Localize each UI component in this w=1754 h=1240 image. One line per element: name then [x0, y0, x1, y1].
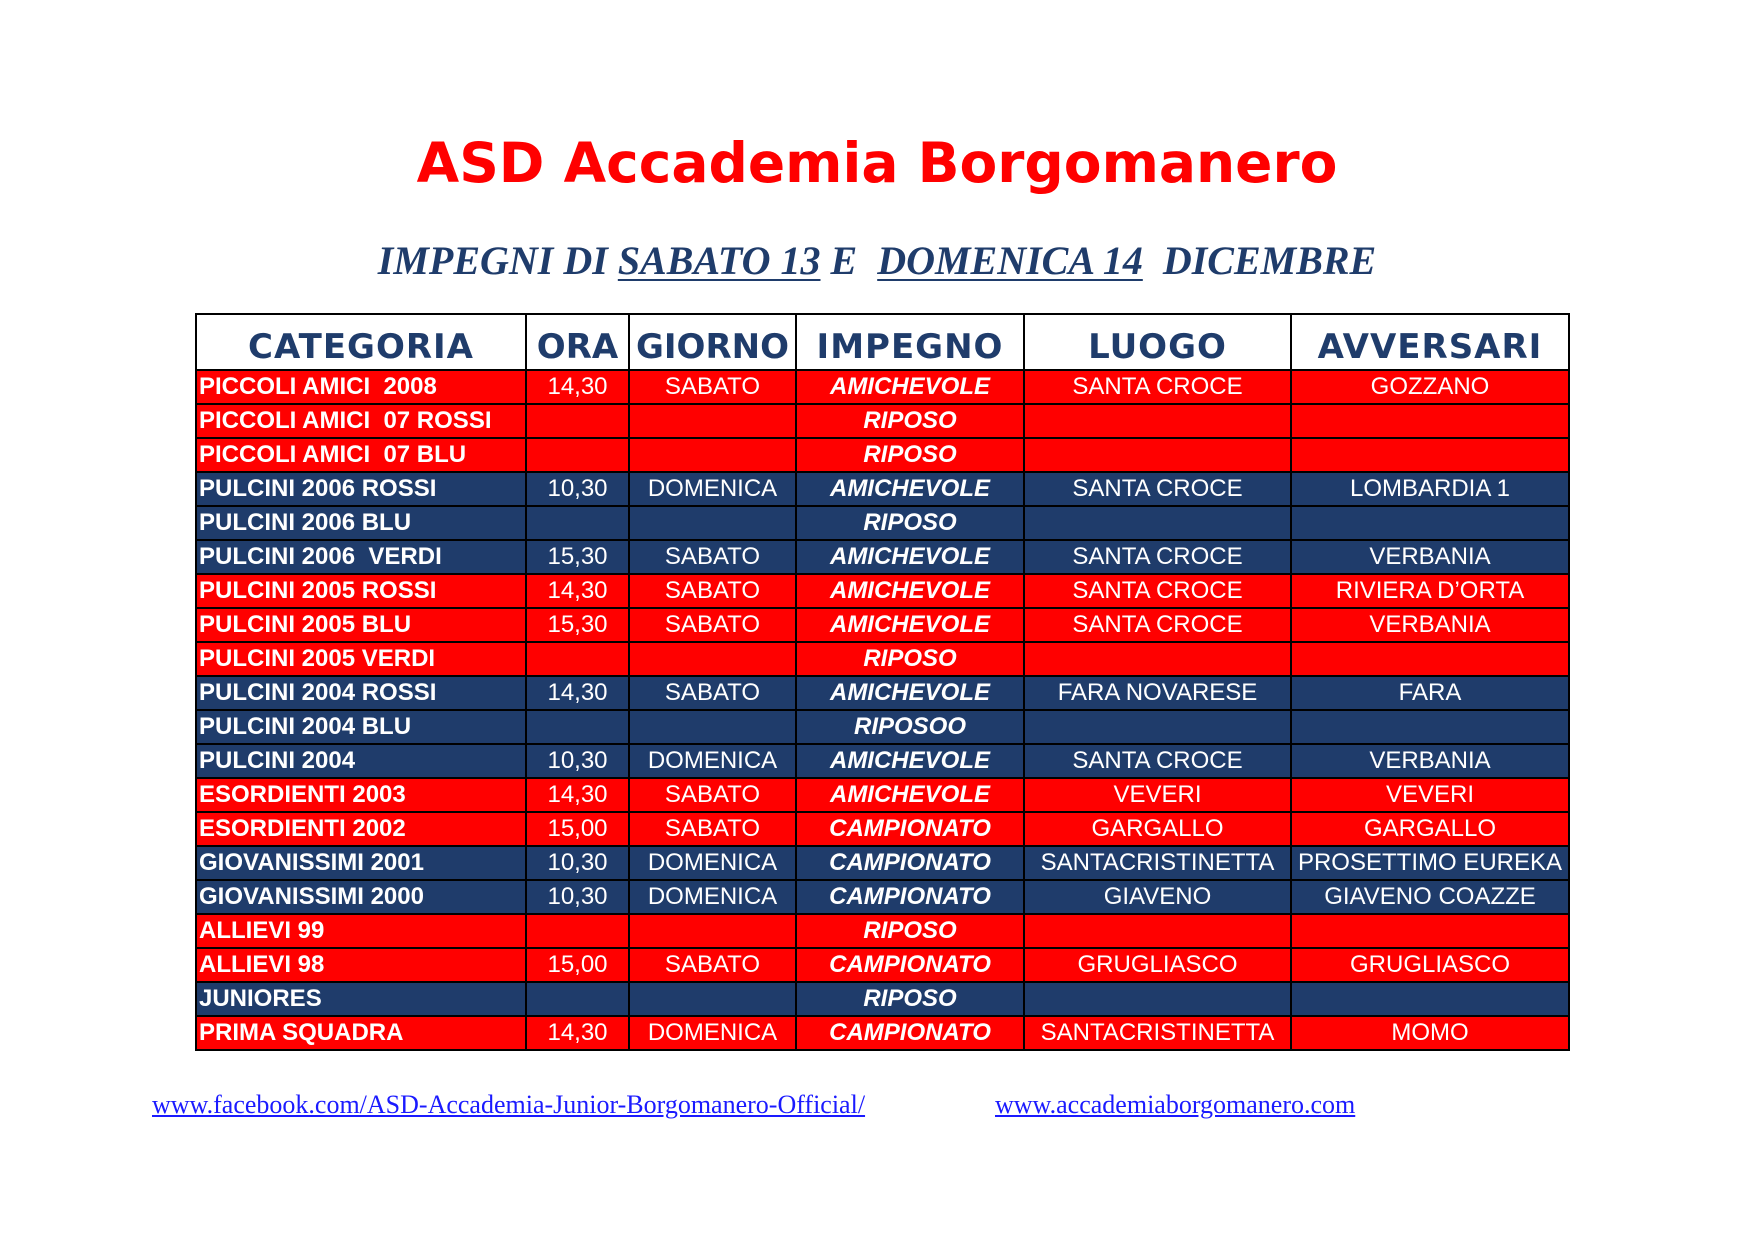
table-row [196, 880, 1569, 914]
column-header-impegno: IMPEGNO [796, 314, 1024, 370]
cell-giorno: SABATO [629, 608, 796, 642]
cell-categoria: PICCOLI AMICI 2008 [196, 370, 526, 404]
cell-categoria: GIOVANISSIMI 2000 [196, 880, 526, 914]
cell-luogo: SANTA CROCE [1024, 608, 1291, 642]
cell-avversari: RIVIERA D’ORTA [1291, 574, 1569, 608]
cell-avversari [1291, 914, 1569, 948]
cell-ora: 10,30 [526, 846, 629, 880]
cell-giorno: DOMENICA [629, 472, 796, 506]
table-row [196, 778, 1569, 812]
cell-giorno [629, 710, 796, 744]
cell-luogo [1024, 914, 1291, 948]
cell-giorno [629, 506, 796, 540]
cell-luogo: SANTA CROCE [1024, 540, 1291, 574]
cell-avversari [1291, 404, 1569, 438]
cell-avversari: VEVERI [1291, 778, 1569, 812]
table-row [196, 438, 1569, 472]
cell-avversari: FARA [1291, 676, 1569, 710]
cell-avversari [1291, 982, 1569, 1016]
cell-luogo: FARA NOVARESE [1024, 676, 1291, 710]
column-header-avversari: AVVERSARI [1291, 314, 1569, 370]
cell-impegno: AMICHEVOLE [796, 540, 1024, 574]
subtitle-prefix: IMPEGNI DI [377, 238, 618, 283]
subtitle-day2: DOMENICA 14 [877, 238, 1143, 283]
cell-luogo [1024, 642, 1291, 676]
cell-ora: 14,30 [526, 370, 629, 404]
cell-categoria: PULCINI 2006 VERDI [196, 540, 526, 574]
facebook-link[interactable]: www.facebook.com/ASD-Accademia-Junior-Borgomanero-Official/ [152, 1090, 866, 1119]
cell-impegno: RIPOSO [796, 914, 1024, 948]
cell-impegno: AMICHEVOLE [796, 370, 1024, 404]
cell-giorno [629, 982, 796, 1016]
table-row [196, 846, 1569, 880]
cell-giorno: DOMENICA [629, 846, 796, 880]
cell-ora: 14,30 [526, 574, 629, 608]
cell-luogo [1024, 438, 1291, 472]
cell-ora: 10,30 [526, 880, 629, 914]
cell-ora: 14,30 [526, 778, 629, 812]
cell-impegno: AMICHEVOLE [796, 676, 1024, 710]
subtitle-day1: SABATO 13 [617, 238, 821, 283]
table-row [196, 812, 1569, 846]
cell-giorno [629, 642, 796, 676]
cell-categoria: PRIMA SQUADRA [196, 1016, 526, 1050]
cell-impegno: RIPOSO [796, 506, 1024, 540]
table-row [196, 540, 1569, 574]
column-header-giorno: GIORNO [629, 314, 796, 370]
cell-impegno: AMICHEVOLE [796, 778, 1024, 812]
cell-avversari [1291, 710, 1569, 744]
page-subtitle [0, 236, 1754, 286]
table-row [196, 642, 1569, 676]
cell-ora: 14,30 [526, 676, 629, 710]
cell-categoria: ESORDIENTI 2003 [196, 778, 526, 812]
cell-categoria: PULCINI 2006 ROSSI [196, 472, 526, 506]
cell-luogo: GIAVENO [1024, 880, 1291, 914]
cell-categoria: PULCINI 2004 BLU [196, 710, 526, 744]
cell-luogo [1024, 404, 1291, 438]
column-header-categoria: CATEGORIA [196, 314, 526, 370]
cell-giorno: SABATO [629, 812, 796, 846]
cell-categoria: PULCINI 2004 ROSSI [196, 676, 526, 710]
table-row [196, 506, 1569, 540]
cell-avversari [1291, 506, 1569, 540]
cell-impegno: RIPOSO [796, 982, 1024, 1016]
cell-giorno: DOMENICA [629, 744, 796, 778]
cell-luogo: SANTA CROCE [1024, 574, 1291, 608]
table-row [196, 948, 1569, 982]
cell-luogo: SANTA CROCE [1024, 744, 1291, 778]
cell-ora: 15,00 [526, 812, 629, 846]
cell-ora [526, 506, 629, 540]
table-row [196, 676, 1569, 710]
cell-ora [526, 982, 629, 1016]
cell-giorno: SABATO [629, 676, 796, 710]
cell-categoria: PULCINI 2005 VERDI [196, 642, 526, 676]
cell-impegno: CAMPIONATO [796, 812, 1024, 846]
cell-ora [526, 438, 629, 472]
cell-avversari: VERBANIA [1291, 608, 1569, 642]
website-link[interactable]: www.accademiaborgomanero.com [995, 1090, 1356, 1119]
cell-avversari: PROSETTIMO EUREKA [1291, 846, 1569, 880]
cell-giorno [629, 438, 796, 472]
cell-giorno: DOMENICA [629, 880, 796, 914]
cell-giorno: DOMENICA [629, 1016, 796, 1050]
cell-avversari: GIAVENO COAZZE [1291, 880, 1569, 914]
table-row [196, 914, 1569, 948]
cell-avversari: MOMO [1291, 1016, 1569, 1050]
cell-impegno: AMICHEVOLE [796, 608, 1024, 642]
cell-giorno [629, 914, 796, 948]
cell-ora: 14,30 [526, 1016, 629, 1050]
cell-avversari [1291, 438, 1569, 472]
table-row [196, 370, 1569, 404]
table-row [196, 710, 1569, 744]
cell-giorno: SABATO [629, 778, 796, 812]
cell-impegno: AMICHEVOLE [796, 472, 1024, 506]
cell-categoria: PULCINI 2006 BLU [196, 506, 526, 540]
schedule-table [195, 313, 1570, 1051]
cell-impegno: RIPOSO [796, 404, 1024, 438]
cell-ora [526, 710, 629, 744]
cell-ora: 10,30 [526, 472, 629, 506]
subtitle-suffix: DICEMBRE [1142, 238, 1377, 283]
schedule-body [196, 370, 1569, 1050]
cell-luogo [1024, 982, 1291, 1016]
cell-impegno: AMICHEVOLE [796, 574, 1024, 608]
cell-ora: 10,30 [526, 744, 629, 778]
header-row [196, 314, 1569, 370]
column-header-luogo: LUOGO [1024, 314, 1291, 370]
table-row [196, 608, 1569, 642]
cell-impegno: CAMPIONATO [796, 948, 1024, 982]
cell-avversari: GOZZANO [1291, 370, 1569, 404]
cell-ora: 15,00 [526, 948, 629, 982]
subtitle-middle: E [820, 238, 878, 283]
cell-impegno: CAMPIONATO [796, 1016, 1024, 1050]
cell-giorno: SABATO [629, 370, 796, 404]
cell-avversari: VERBANIA [1291, 744, 1569, 778]
cell-categoria: GIOVANISSIMI 2001 [196, 846, 526, 880]
cell-categoria: PULCINI 2005 ROSSI [196, 574, 526, 608]
cell-avversari: LOMBARDIA 1 [1291, 472, 1569, 506]
cell-giorno: SABATO [629, 574, 796, 608]
cell-ora: 15,30 [526, 540, 629, 574]
table-row [196, 982, 1569, 1016]
cell-avversari: GARGALLO [1291, 812, 1569, 846]
table-row [196, 472, 1569, 506]
cell-categoria: PULCINI 2004 [196, 744, 526, 778]
cell-avversari: GRUGLIASCO [1291, 948, 1569, 982]
cell-avversari [1291, 642, 1569, 676]
cell-luogo: GRUGLIASCO [1024, 948, 1291, 982]
cell-categoria: ALLIEVI 99 [196, 914, 526, 948]
cell-luogo [1024, 710, 1291, 744]
cell-impegno: RIPOSOO [796, 710, 1024, 744]
cell-categoria: ALLIEVI 98 [196, 948, 526, 982]
table-row [196, 404, 1569, 438]
cell-giorno: SABATO [629, 948, 796, 982]
column-header-ora: ORA [526, 314, 629, 370]
page-title: ASD Accademia Borgomanero [416, 131, 1338, 195]
cell-luogo: GARGALLO [1024, 812, 1291, 846]
cell-impegno: RIPOSO [796, 438, 1024, 472]
cell-categoria: ESORDIENTI 2002 [196, 812, 526, 846]
cell-giorno: SABATO [629, 540, 796, 574]
cell-categoria: PICCOLI AMICI 07 BLU [196, 438, 526, 472]
cell-luogo: SANTACRISTINETTA [1024, 1016, 1291, 1050]
cell-categoria: JUNIORES [196, 982, 526, 1016]
cell-impegno: CAMPIONATO [796, 880, 1024, 914]
cell-categoria: PULCINI 2005 BLU [196, 608, 526, 642]
cell-luogo: SANTA CROCE [1024, 472, 1291, 506]
cell-luogo [1024, 506, 1291, 540]
cell-ora [526, 642, 629, 676]
cell-categoria: PICCOLI AMICI 07 ROSSI [196, 404, 526, 438]
cell-avversari: VERBANIA [1291, 540, 1569, 574]
cell-impegno: RIPOSO [796, 642, 1024, 676]
cell-luogo: SANTACRISTINETTA [1024, 846, 1291, 880]
cell-impegno: AMICHEVOLE [796, 744, 1024, 778]
cell-luogo: VEVERI [1024, 778, 1291, 812]
cell-giorno [629, 404, 796, 438]
cell-ora [526, 914, 629, 948]
cell-luogo: SANTA CROCE [1024, 370, 1291, 404]
cell-ora [526, 404, 629, 438]
cell-ora: 15,30 [526, 608, 629, 642]
cell-impegno: CAMPIONATO [796, 846, 1024, 880]
table-row [196, 1016, 1569, 1050]
table-row [196, 574, 1569, 608]
table-row [196, 744, 1569, 778]
